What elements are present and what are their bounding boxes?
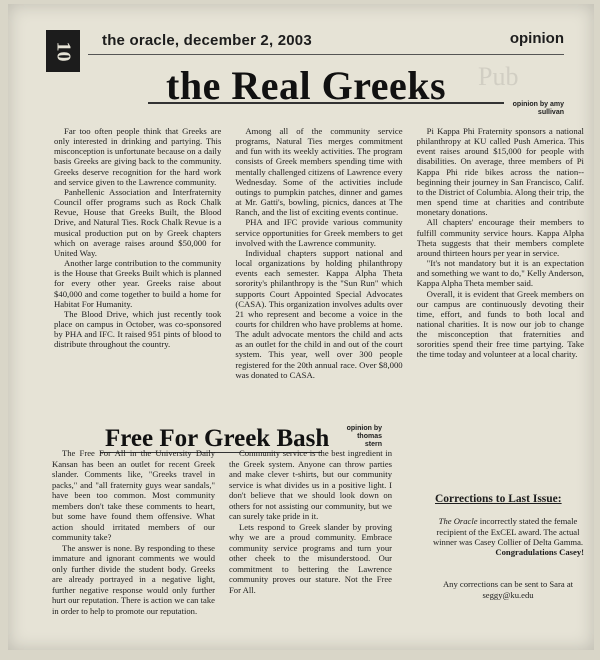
article1-title: the Real Greeks (166, 63, 447, 108)
masthead: the oracle, december 2, 2003 (102, 32, 312, 49)
page-number: 10 (52, 41, 75, 61)
article1-paragraph: PHA and IFC provide various community service opportunities for Greek members to get involved with the Lawrence community. (235, 217, 403, 248)
article2-column-1 (52, 448, 215, 648)
article1-column-3 (417, 126, 584, 389)
section-label: opinion (509, 30, 564, 47)
newspaper-page (8, 4, 594, 650)
article1-byline-label: opinion by amy (512, 101, 564, 108)
article1-column-2 (235, 126, 402, 389)
bleed-through-text: Pub (478, 62, 519, 91)
article1-paragraph: Overall, it is evident that Greek members on our campus are continuously devoting their time, effort, and funds to both local and national charities. It is now our job to change the misconception that fraternities and sororities spend their free time partying. Take the time today and volunteer at a local charity. (416, 288, 584, 360)
corrections-congrats: Congradulations Casey! (495, 547, 584, 558)
article2-byline (324, 425, 382, 449)
article1-title-rule (148, 102, 504, 104)
article2-title: Free For Greek Bash (105, 425, 330, 452)
article2-paragraph: The answer is none. By responding to these immature and ignorant comments we would only further divide the student body. Greeks are already portrayed in a negative light, further negative response would only further hurt our reputation. There is action we can take in order to help to promote our reputation. (52, 542, 215, 616)
page-number-box (46, 30, 80, 72)
article1-byline (506, 101, 564, 117)
corrections-box (432, 494, 584, 600)
article1-byline-name: sullivan (537, 109, 564, 116)
article2-body (52, 448, 392, 648)
article2-byline-name: stern (364, 441, 382, 448)
corrections-contact-note: Any corrections can be sent to Sara at seggy@ku.edu (442, 579, 574, 600)
article2-paragraph: The Free For All in the University Daily Kansan has been an outlet for recent Greek slander. Comments like, "Greeks travel in packs," and "all fraternity guys wear sandals," have been too common. Most community members don't take these comments to heart, but some have found them offensive. What action should irritated members of our community take? (52, 448, 215, 542)
corrections-title: Corrections to Last Issue: (435, 493, 562, 505)
article1-body (54, 126, 584, 389)
article1-paragraph: "It's not mandatory but it is an expectation and something we want to do," Kelly Anderson, Kappa Alpha Theta member said. (416, 258, 584, 289)
article1-paragraph: All chapters' encourage their members to fulfill community service hours. Kappa Alpha Theta suggests that their members complete around thirteen hours per year in service. (416, 217, 584, 258)
corrections-paper-name: The Oracle (438, 516, 478, 527)
article1-paragraph: Another large contribution to the community is the House that Greeks Built which is planned for every other year. Greeks raise about $40,000 and come together to build a home for Habitat For Humanity. (54, 258, 222, 309)
article1-paragraph: Individual chapters support national and local organizations by holding philanthropy events each semester. Kappa Alpha Theta sorority's philanthropy is the "Sun Run" which supports Court Appointed Special Advocates (CASA). This organization involves adults over 21 who represent and become a voice in the courts for children who have problems at home. The adult advocate mentors the child and acts as an outlet for the child in and out of the court system. This year, well over 300 people registered for the 20th annual race. Over $8,000 was donated to CASA. (235, 247, 403, 380)
article2-byline-label: opinion by thomas (346, 425, 382, 440)
article1-paragraph: Far too often people think that Greeks are only interested in drinking and partying. This misconception is unfortunate because on a daily basis Greeks are giving back to the community. Greeks deserve recognition for the hard work and service given to the Lawrence community. (54, 126, 222, 187)
article1-column-1 (54, 126, 221, 389)
corrections-text: incorrectly stated the female recipient of the ExCEL award. The actual winner was Casey Collier of Delta Gamma. (432, 516, 584, 547)
header-rule (88, 54, 564, 55)
article1-paragraph: Among all of the community service programs, Natural Ties merges commitment and fun with its weekly activities. The program consists of Greek members spending time with mentally challenged citizens of Lawrence every Wednesday. Some of the activities include outings to pumpkin patches, dinner and games at Mr. Gatti's, bowling, picnics, dances at The Ranch, and the list of exciting events continue. (235, 126, 403, 218)
article1-paragraph: The Blood Drive, which just recently took place on campus in October, was co-sponsored by PHA and IFC. It raised 951 pints of blood to distribute throughout the country. (54, 308, 222, 350)
article2-paragraph: Lets respond to Greek slander by proving why we are a proud community. Embrace community service programs and turn your other cheek to the misunderstood. Our commitment to bettering the Lawrence community proves our stature. Not the Free For All. (229, 521, 392, 595)
corrections-body (432, 516, 584, 557)
article1-paragraph: Pi Kappa Phi Fraternity sponsors a national philanthropy at KU called Push America. This event raises around $15,000 for people with disabilities. On average, three members of Pi Kappa Phi ride bikes across the nation--beginning their journey in San Francisco, Calif. to the District of Columbia. Along their trip, the men spend time at charities and contribute monetary donations. (416, 126, 584, 218)
article2-paragraph: Community service is the best ingredient in the Greek system. Anyone can throw parties and make clever t-shirts, but our community service is what divides us in a positive light. I don't believe that we should look down on others for not assisting our community, but we can surely take pride in it. (229, 448, 392, 521)
article2-column-2 (229, 448, 392, 648)
article1-paragraph: Panhellenic Association and Interfraternity Council offer programs such as Rock Chalk Revue, House that Greeks Built, the Blood Drive, and Natural Ties. Rock Chalk Revue is a musical production put on by Greek chapters which on average raises around $50,000 for United Way. (54, 186, 222, 258)
